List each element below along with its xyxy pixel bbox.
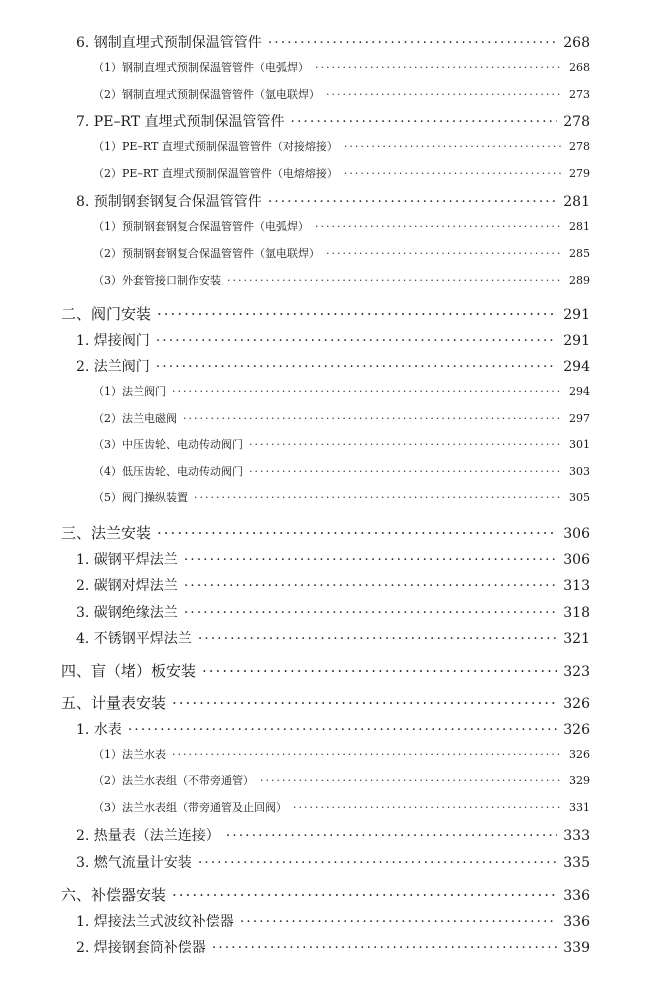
- toc-entry-page: 285: [569, 247, 590, 260]
- toc-entry[interactable]: [76, 575, 590, 595]
- toc-entry[interactable]: [76, 852, 590, 872]
- dot-leader: [184, 552, 557, 568]
- toc-entry-page: 268: [563, 35, 590, 51]
- toc-entry-label: 1. 碳钢平焊法兰: [76, 552, 178, 568]
- toc-entry-page: 278: [563, 114, 590, 130]
- toc-entry-label: 2. 热量表（法兰连接）: [76, 828, 220, 844]
- toc-entry-label: 3. 碳钢绝缘法兰: [76, 605, 178, 621]
- dot-leader: [156, 333, 557, 349]
- toc-entry-label: 1. 焊接阀门: [76, 333, 150, 349]
- toc-entry-label: 7. PE–RT 直埋式预制保温管管件: [76, 114, 285, 130]
- dot-leader: [291, 114, 558, 130]
- toc-entry[interactable]: [93, 86, 590, 102]
- toc-entry[interactable]: [93, 218, 590, 234]
- toc-section-label: 四、盲（堵）板安装: [61, 662, 197, 680]
- toc-entry[interactable]: [76, 602, 590, 622]
- toc-entry-page: 289: [569, 274, 590, 287]
- dot-leader: [326, 88, 563, 101]
- toc-entry[interactable]: [93, 410, 590, 426]
- toc-entry[interactable]: [93, 436, 590, 452]
- toc-entry-page: 326: [563, 722, 590, 738]
- toc-section[interactable]: [61, 660, 590, 681]
- toc-entry-label: 1. 焊接法兰式波纹补偿器: [76, 914, 234, 930]
- dot-leader: [198, 855, 557, 871]
- dot-leader: [172, 385, 563, 398]
- dot-leader: [226, 828, 557, 844]
- toc-entry-label: （2）钢制直埋式预制保温管管件（氩电联焊）: [93, 88, 320, 101]
- toc-section[interactable]: [61, 303, 590, 324]
- dot-leader: [156, 359, 557, 375]
- toc-entry[interactable]: [76, 111, 590, 131]
- toc-entry-page: 297: [569, 412, 590, 425]
- toc-entry-label: （2）法兰电磁阀: [93, 412, 177, 425]
- toc-entry-page: 281: [563, 194, 590, 210]
- dot-leader: [268, 194, 557, 210]
- toc-entry[interactable]: [93, 799, 590, 815]
- toc-entry-label: 1. 水表: [76, 722, 122, 738]
- toc-entry[interactable]: [76, 719, 590, 739]
- toc-entry-label: 6. 钢制直埋式预制保温管管件: [76, 35, 262, 51]
- dot-leader: [172, 748, 563, 761]
- toc-entry-page: 273: [569, 88, 590, 101]
- toc-entry-label: （1）法兰水表: [93, 748, 166, 761]
- dot-leader: [315, 61, 563, 74]
- dot-leader: [172, 886, 557, 904]
- toc-entry-page: 335: [563, 855, 590, 871]
- dot-leader: [344, 140, 563, 153]
- dot-leader: [227, 274, 563, 287]
- toc-entry-page: 278: [569, 140, 590, 153]
- toc-section[interactable]: [61, 884, 590, 905]
- toc-entry[interactable]: [93, 165, 590, 181]
- toc-entry-page: 331: [569, 801, 590, 814]
- toc-entry-page: 339: [563, 940, 590, 956]
- toc-entry-label: （1）法兰阀门: [93, 385, 166, 398]
- toc-section-page: 291: [563, 307, 590, 323]
- dot-leader: [249, 438, 563, 451]
- dot-leader: [157, 305, 557, 323]
- dot-leader: [202, 662, 557, 680]
- toc-entry-label: 2. 法兰阀门: [76, 359, 150, 375]
- toc-entry-label: （2）预制钢套钢复合保温管管件（氩电联焊）: [93, 247, 320, 260]
- dot-leader: [240, 914, 557, 930]
- toc-entry-page: 268: [569, 61, 590, 74]
- toc-entry[interactable]: [76, 32, 590, 52]
- dot-leader: [293, 801, 563, 814]
- toc-entry-label: 8. 预制钢套钢复合保温管管件: [76, 194, 262, 210]
- toc-entry-label: 4. 不锈钢平焊法兰: [76, 631, 192, 647]
- toc-entry[interactable]: [76, 911, 590, 931]
- toc-entry[interactable]: [76, 330, 590, 350]
- toc-entry[interactable]: [93, 59, 590, 75]
- toc-entry-label: 3. 燃气流量计安装: [76, 855, 192, 871]
- toc-entry-label: （2）PE–RT 直埋式预制保温管管件（电熔熔接）: [93, 167, 338, 180]
- toc-entry-page: 305: [569, 491, 590, 504]
- toc-entry-label: （3）中压齿轮、电动传动阀门: [93, 438, 243, 451]
- toc-entry[interactable]: [93, 746, 590, 762]
- toc-entry[interactable]: [93, 383, 590, 399]
- toc-entry-page: 294: [569, 385, 590, 398]
- toc-entry-label: 2. 焊接钢套筒补偿器: [76, 940, 206, 956]
- toc-entry-page: 294: [563, 359, 590, 375]
- toc-section-page: 323: [563, 664, 590, 680]
- dot-leader: [172, 694, 557, 712]
- dot-leader: [260, 774, 563, 787]
- dot-leader: [184, 605, 557, 621]
- toc-section-label: 二、阀门安装: [61, 305, 152, 323]
- dot-leader: [194, 491, 563, 504]
- toc-entry[interactable]: [93, 489, 590, 505]
- dot-leader: [157, 524, 557, 542]
- toc-section[interactable]: [61, 522, 590, 543]
- toc-entry[interactable]: [93, 772, 590, 788]
- toc-entry[interactable]: [76, 356, 590, 376]
- toc-entry-label: （1）预制钢套钢复合保温管管件（电弧焊）: [93, 220, 309, 233]
- dot-leader: [326, 247, 563, 260]
- dot-leader: [128, 722, 557, 738]
- dot-leader: [183, 412, 563, 425]
- dot-leader: [184, 578, 557, 594]
- dot-leader: [212, 940, 557, 956]
- toc-entry-page: 291: [563, 333, 590, 349]
- toc-entry-page: 301: [569, 438, 590, 451]
- toc-entry-page: 329: [569, 774, 590, 787]
- toc-section-page: 336: [563, 888, 590, 904]
- toc-entry[interactable]: [76, 549, 590, 569]
- toc-entry-page: 318: [563, 605, 590, 621]
- toc-entry[interactable]: [76, 191, 590, 211]
- toc-entry[interactable]: [93, 245, 590, 261]
- toc-entry[interactable]: [76, 825, 590, 845]
- toc-entry-page: 336: [563, 914, 590, 930]
- toc-entry-page: 321: [563, 631, 590, 647]
- toc-entry-page: 326: [569, 748, 590, 761]
- dot-leader: [315, 220, 563, 233]
- dot-leader: [268, 35, 557, 51]
- toc-entry-label: （3）外套管接口制作安装: [93, 274, 221, 287]
- dot-leader: [344, 167, 563, 180]
- toc-entry[interactable]: [76, 937, 590, 957]
- toc-section-label: 五、计量表安装: [61, 694, 167, 712]
- dot-leader: [249, 465, 563, 478]
- toc-entry-label: （1）PE–RT 直埋式预制保温管管件（对接熔接）: [93, 140, 338, 153]
- toc-entry[interactable]: [93, 138, 590, 154]
- toc-entry-page: 279: [569, 167, 590, 180]
- toc-entry-label: 2. 碳钢对焊法兰: [76, 578, 178, 594]
- toc-entry-page: 333: [563, 828, 590, 844]
- toc-entry-page: 303: [569, 465, 590, 478]
- toc-section-label: 三、法兰安装: [61, 524, 152, 542]
- toc-entry[interactable]: [76, 628, 590, 648]
- toc-section-label: 六、补偿器安装: [61, 886, 167, 904]
- dot-leader: [198, 631, 557, 647]
- toc-entry-page: 281: [569, 220, 590, 233]
- toc-entry-label: （1）钢制直埋式预制保温管管件（电弧焊）: [93, 61, 309, 74]
- toc-entry-label: （5）阀门操纵装置: [93, 491, 188, 504]
- toc-entry[interactable]: [93, 272, 590, 288]
- toc-entry-page: 306: [563, 552, 590, 568]
- toc-section-page: 326: [563, 696, 590, 712]
- toc-entry-label: （2）法兰水表组（不带旁通管）: [93, 774, 254, 787]
- toc-entry-page: 313: [563, 578, 590, 594]
- toc-entry-label: （3）法兰水表组（带旁通管及止回阀）: [93, 801, 287, 814]
- toc-section[interactable]: [61, 692, 590, 713]
- toc-section-page: 306: [563, 526, 590, 542]
- toc-entry-label: （4）低压齿轮、电动传动阀门: [93, 465, 243, 478]
- toc-entry[interactable]: [93, 463, 590, 479]
